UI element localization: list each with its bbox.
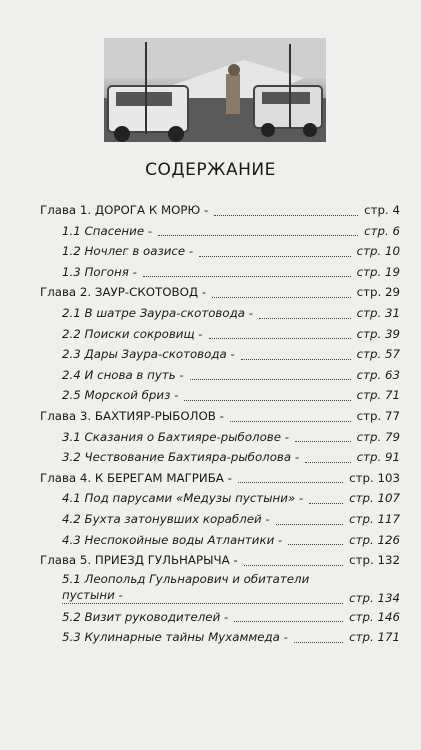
toc-entry-title: Глава 3. БАХТИЯР-РЫБОЛОВ - xyxy=(40,408,224,423)
toc-page-number: стр. 107 xyxy=(349,491,400,506)
toc-entry-title: 4.2 Бухта затонувших кораблей - xyxy=(62,511,270,526)
toc-leader-dots xyxy=(238,462,343,484)
toc-entry-title: 1.1 Спасение - xyxy=(62,223,153,238)
toc-entry-title: 1.3 Погоня - xyxy=(62,264,137,279)
toc-entry-title: 5.3 Кулинарные тайны Мухаммеда - xyxy=(62,630,288,645)
toc-entry-title: 2.1 В шатре Заура-скотовода - xyxy=(62,305,253,320)
toc-entry-title: 1.2 Ночлег в оазисе - xyxy=(62,244,194,259)
toc-page-number: стр. 146 xyxy=(349,609,400,624)
toc-page-number: стр. 10 xyxy=(356,244,400,259)
photo-illustration xyxy=(104,38,326,142)
toc-leader-dots xyxy=(214,194,358,216)
toc-leader-dots xyxy=(294,621,343,643)
toc-entry-title: 3.2 Чествование Бахтияра-рыболова - xyxy=(62,450,300,465)
toc-page-number: стр. 6 xyxy=(364,223,400,238)
toc-entry-title: 5.1 Леопольд Гульнарович и обитатели пустыни - xyxy=(62,571,310,602)
toc-leader-dots xyxy=(259,297,351,319)
toc-entry-title: 5.2 Визит руководителей - xyxy=(62,609,229,624)
toc-page-number: стр. 19 xyxy=(356,264,400,279)
toc-leader-dots xyxy=(184,379,350,401)
toc-leader-dots xyxy=(305,441,351,463)
toc-page-number: стр. 71 xyxy=(356,388,400,403)
toc-leader-dots xyxy=(158,215,358,237)
toc-entry-title: 2.4 И снова в путь - xyxy=(62,367,184,382)
toc-page-number: стр. 117 xyxy=(349,511,400,526)
toc-section-entry xyxy=(40,488,400,509)
toc-leader-dots xyxy=(295,421,351,443)
table-of-contents xyxy=(40,200,400,648)
toc-page-number: стр. 79 xyxy=(356,429,400,444)
toc-entry-title: 2.3 Дары Заура-скотовода - xyxy=(62,347,235,362)
toc-page-number: стр. 91 xyxy=(356,450,400,465)
toc-leader-dots xyxy=(199,235,350,257)
toc-entry-title: 4.1 Под парусами «Медузы пустыни» - xyxy=(62,491,304,506)
toc-leader-dots xyxy=(234,601,343,623)
toc-leader-dots xyxy=(209,318,351,340)
toc-entry-title: 3.1 Сказания о Бахтияре-рыболове - xyxy=(62,429,290,444)
toc-entry-title: Глава 5. ПРИЕЗД ГУЛЬНАРЫЧА - xyxy=(40,553,238,568)
toc-entry-title: 4.3 Неспокойные воды Атлантики - xyxy=(62,532,283,547)
toc-leader-dots xyxy=(143,256,351,278)
toc-page-number: стр. 132 xyxy=(349,553,400,568)
cover-photo xyxy=(104,38,326,142)
toc-leader-dots xyxy=(244,544,343,566)
toc-entry-title: Глава 2. ЗАУР-СКОТОВОД - xyxy=(40,285,207,300)
toc-page-number: стр. 4 xyxy=(364,203,400,217)
toc-section-entry xyxy=(40,530,400,551)
toc-chapter-entry xyxy=(40,468,400,489)
toc-entry-title: 2.5 Морской бриз - xyxy=(62,388,179,403)
toc-leader-dots xyxy=(309,482,343,504)
toc-leader-dots xyxy=(230,400,351,422)
toc-leader-dots xyxy=(288,524,343,546)
toc-leader-dots xyxy=(276,503,343,525)
toc-chapter-entry xyxy=(40,550,400,571)
toc-section-entry xyxy=(40,509,400,530)
toc-entry-title: Глава 4. К БЕРЕГАМ МАГРИБА - xyxy=(40,470,232,485)
toc-leader-dots xyxy=(212,276,351,298)
toc-entry-title: 2.2 Поиски сокровищ - xyxy=(62,326,203,341)
toc-leader-dots xyxy=(190,359,351,381)
page-title: СОДЕРЖАНИЕ xyxy=(145,160,276,180)
toc-page-number: стр. 171 xyxy=(349,630,400,645)
toc-page-number: стр. 29 xyxy=(356,285,400,300)
toc-page-number: стр. 63 xyxy=(356,367,400,382)
toc-page-number: стр. 39 xyxy=(356,326,400,341)
toc-page-number: стр. 77 xyxy=(356,408,400,423)
toc-page-number: стр. 31 xyxy=(356,305,400,320)
toc-section-entry xyxy=(40,607,400,628)
toc-page-number: стр. 134 xyxy=(349,590,400,605)
toc-page-number: стр. 126 xyxy=(349,532,400,547)
toc-page-number: стр. 57 xyxy=(356,347,400,362)
toc-section-entry xyxy=(40,627,400,648)
toc-page-number: стр. 103 xyxy=(349,470,400,485)
toc-section-entry xyxy=(40,571,400,607)
toc-entry-title: Глава 1. ДОРОГА К МОРЮ - xyxy=(40,203,209,217)
toc-leader-dots xyxy=(241,338,351,360)
toc-section-entry xyxy=(40,447,400,468)
